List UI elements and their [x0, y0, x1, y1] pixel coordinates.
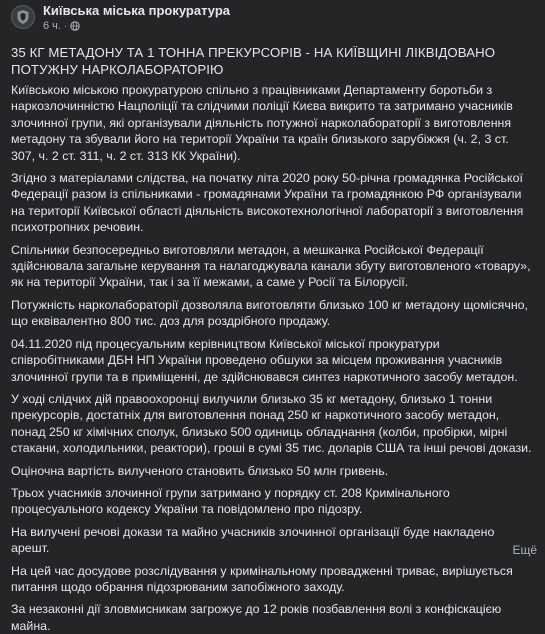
- post-paragraph: На вилучені речові докази та майно учасників злочинної організації буде накладено арешт.: [11, 524, 495, 556]
- post-paragraph: Спільники безпосередньо виготовляли метадон, а мешканка Російської Федерації здійснювала загальне керування та налагоджувала канали збуту виготовленого «товару», як на території України, так і за її межами, а саме у Росії та Білорусії.: [11, 242, 531, 290]
- globe-icon[interactable]: [70, 21, 80, 31]
- post-paragraph: Київською міською прокуратурою спільно з працівниками Департаменту боротьби з наркозлочинністю Нацполіції та слідчими поліції Києва викрито та затримано учасників злочинної групи, які організували діяльність потужної нарколабораторії з виготовлення метадону та збували його на території України та країн близького зарубіжжя (ч. 2, 3 ст. 307, ч. 2 ст. 311, ч. 2 ст. 313 КК України).: [11, 83, 513, 163]
- post-paragraph: На цей час досудове розслідування у кримінальному провадженні триває, вирішується питання щодо обрання підозрюваним запобіжного заходу.: [11, 563, 513, 594]
- page-name-link[interactable]: Київська міська прокуратура: [43, 3, 231, 18]
- post-body: [11, 82, 534, 634]
- post-paragraph: Згідно з матеріалами слідства, на початку літа 2020 року 50-річна громадянка Російської Федерації разом із спільниками - громадянами України та громадянкою РФ організували на території Київської області діяльність високотехнологічної лабораторії з виготовлення психотропних речовин.: [11, 171, 524, 235]
- post-header: [11, 4, 534, 42]
- post-paragraph: Трьох учасників злочинної групи затримано у порядку ст. 208 Кримінального процесуального кодексу України та повідомлено про підозру.: [11, 485, 450, 517]
- shield-emblem-icon: [16, 9, 30, 25]
- post-paragraph: У ході слідчих дій правоохоронці вилучили близько 35 кг метадону, близько 1 тонни прекурсорів, достатніх для виготовлення понад 250 кг наркотичного засобу метадон, понад 250 кг хімічних сполук, близько 500 одиниць обладнання (колби, пробірки, мірні стакани, холодильники, реактори), гроші в сумі 35 тис. доларів США та інші речові докази.: [11, 391, 532, 456]
- post-paragraph: Оціночна вартість вилученого становить близько 50 млн гривень.: [11, 463, 389, 478]
- post-paragraph: Потужність нарколабораторії дозволяла виготовляти близько 100 кг метадону щомісячно, що еквівалентно 800 тис. доз для роздрібного продажу.: [11, 297, 529, 329]
- post-meta: [43, 4, 230, 33]
- page-avatar[interactable]: [11, 5, 35, 29]
- post-subline: [43, 19, 230, 33]
- post-paragraph: За незаконні дії зловмисникам загрожує до 12 років позбавлення волі з конфіскацією майна.: [11, 602, 502, 633]
- see-more-link[interactable]: Ещё: [506, 543, 537, 557]
- post-headline: 35 КГ МЕТАДОНУ ТА 1 ТОННА ПРЕКУРСОРІВ - НА КИЇВЩИНІ ЛІКВІДОВАНО ПОТУЖНУ НАРКОЛАБОРАТОРІЮ: [11, 45, 496, 77]
- separator-dot: ·: [63, 21, 67, 31]
- post-paragraph: 04.11.2020 під процесуальним керівництвом Київської міської прокуратури співробітниками ДБН НП України проведено обшуки за місцем проживання учасників злочинної групи та в приміщенні, де здійснювався синтез наркотичного засобу метадон.: [11, 336, 518, 384]
- post-time[interactable]: 6 ч.: [43, 20, 61, 32]
